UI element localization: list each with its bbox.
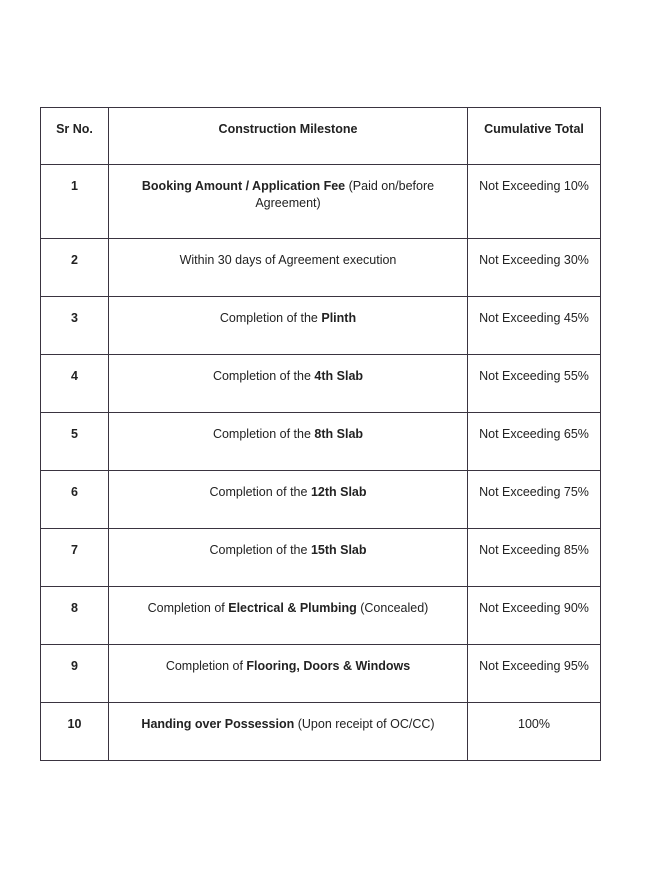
sr-number: 3 [41, 297, 109, 355]
milestone-cell [109, 645, 468, 703]
milestone-bold-text: 8th Slab [314, 427, 364, 441]
milestone-bold-text: Flooring, Doors & Windows [246, 659, 411, 673]
milestone-cell [109, 413, 468, 471]
cumulative-total: Not Exceeding 65% [468, 413, 601, 471]
milestone-bold-text: Electrical & Plumbing [228, 601, 357, 615]
sr-number: 9 [41, 645, 109, 703]
cumulative-total: Not Exceeding 30% [468, 239, 601, 297]
milestone-note: (Upon receipt of OC/CC) [294, 717, 435, 731]
cumulative-total: Not Exceeding 10% [468, 165, 601, 239]
table-row [41, 413, 601, 471]
sr-number: 10 [41, 703, 109, 761]
cumulative-total: Not Exceeding 95% [468, 645, 601, 703]
sr-number: 5 [41, 413, 109, 471]
cumulative-total: 100% [468, 703, 601, 761]
cumulative-total: Not Exceeding 90% [468, 587, 601, 645]
milestone-text: Within 30 days of Agreement execution [179, 253, 397, 267]
table-row [41, 645, 601, 703]
milestone-cell [109, 587, 468, 645]
milestone-note: (Paid on/before Agreement) [255, 179, 435, 210]
milestone-bold-text: Plinth [321, 311, 357, 325]
payment-schedule-table [40, 107, 601, 761]
milestone-cell [109, 239, 468, 297]
milestone-bold-text: Booking Amount / Application Fee [141, 179, 346, 193]
sr-number: 6 [41, 471, 109, 529]
milestone-note: (Concealed) [356, 601, 429, 615]
table-row [41, 239, 601, 297]
header-cumulative-total: Cumulative Total [468, 108, 601, 165]
header-construction-milestone: Construction Milestone [109, 108, 468, 165]
table-row [41, 529, 601, 587]
cumulative-total: Not Exceeding 85% [468, 529, 601, 587]
milestone-text: Completion of the [212, 369, 315, 383]
sr-number: 1 [41, 165, 109, 239]
cumulative-total: Not Exceeding 75% [468, 471, 601, 529]
sr-number: 4 [41, 355, 109, 413]
table-row [41, 471, 601, 529]
milestone-text: Completion of the [209, 485, 311, 499]
milestone-text: Completion of the [209, 543, 311, 557]
milestone-bold-text: 15th Slab [310, 543, 367, 557]
table-row [41, 165, 601, 239]
table-row [41, 297, 601, 355]
milestone-cell [109, 297, 468, 355]
sr-number: 8 [41, 587, 109, 645]
cumulative-total: Not Exceeding 55% [468, 355, 601, 413]
milestone-cell [109, 529, 468, 587]
table-row [41, 587, 601, 645]
header-sr-no: Sr No. [41, 108, 109, 165]
cumulative-total: Not Exceeding 45% [468, 297, 601, 355]
milestone-cell [109, 355, 468, 413]
sr-number: 7 [41, 529, 109, 587]
table-row [41, 355, 601, 413]
milestone-bold-text: Handing over Possession [141, 717, 295, 731]
milestone-bold-text: 4th Slab [314, 369, 364, 383]
milestone-cell [109, 165, 468, 239]
table-row [41, 703, 601, 761]
sr-number: 2 [41, 239, 109, 297]
milestone-text: Completion of the [212, 427, 315, 441]
milestone-cell [109, 703, 468, 761]
milestone-bold-text: 12th Slab [310, 485, 367, 499]
milestone-cell [109, 471, 468, 529]
table-header-row [41, 108, 601, 165]
milestone-text: Completion of [165, 659, 247, 673]
milestone-text: Completion of the [219, 311, 322, 325]
milestone-text: Completion of [147, 601, 229, 615]
